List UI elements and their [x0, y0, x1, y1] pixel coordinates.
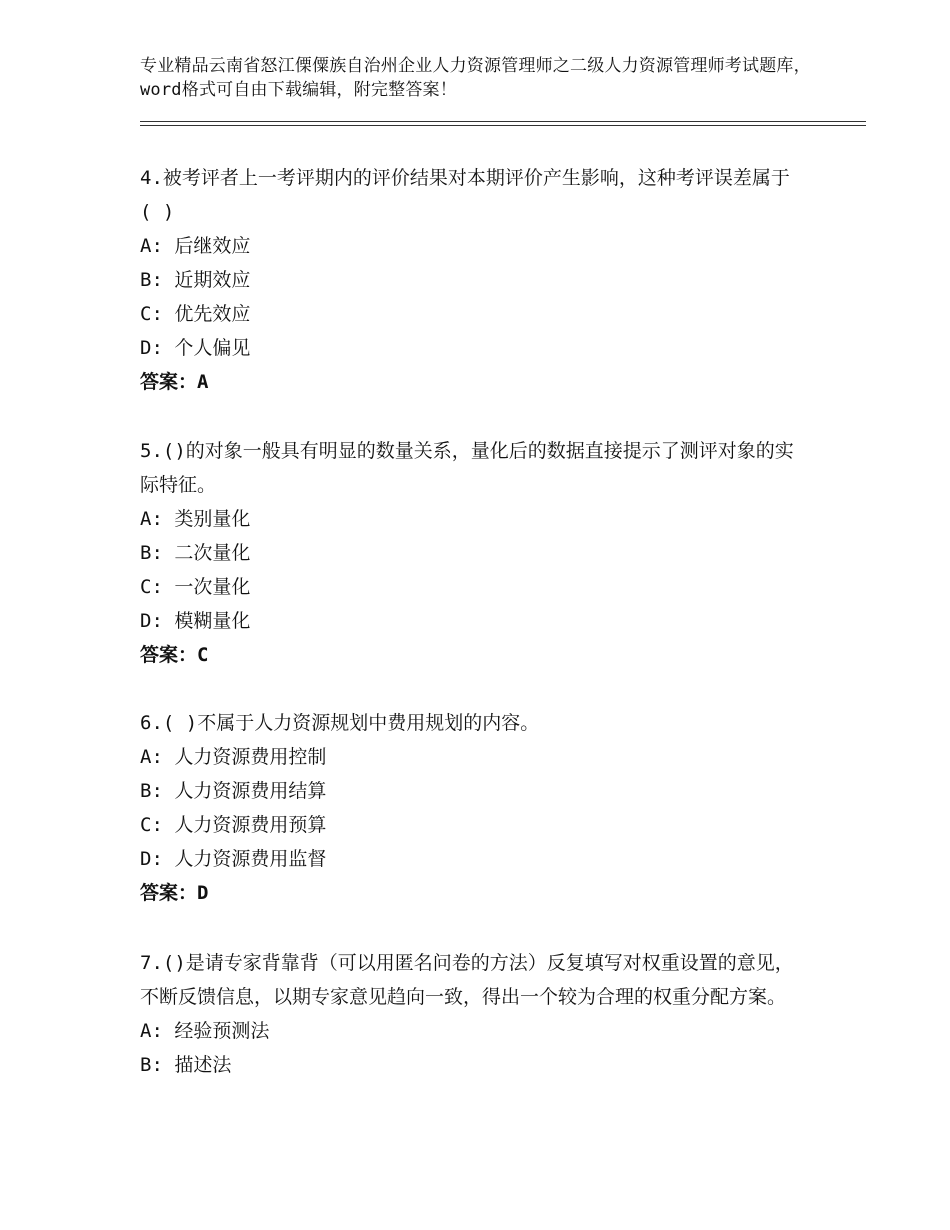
option-b: B: 近期效应 [140, 269, 251, 291]
question-stem: 7.()是请专家背靠背（可以用匿名问卷的方法）反复填写对权重设置的意见，不断反馈信息，以期专家意见趋向一致，得出一个较为合理的权重分配方案。 [140, 952, 794, 1008]
option-c: C: 人力资源费用预算 [140, 814, 327, 836]
question-7 [140, 946, 800, 1082]
answer-line: 答案：C [140, 644, 209, 666]
option-b: B: 描述法 [140, 1054, 232, 1076]
question-stem: 5.()的对象一般具有明显的数量关系，量化后的数据直接提示了测评对象的实际特征。 [140, 440, 794, 496]
question-stem: 4.被考评者上一考评期内的评价结果对本期评价产生影响，这种考评误差属于( ) [140, 167, 790, 223]
header-title: 专业精品云南省怒江傈僳族自治州企业人力资源管理师之二级人力资源管理师考试题库，word格式可自由下载编辑，附完整答案！ [140, 56, 811, 100]
option-d: D: 模糊量化 [140, 610, 251, 632]
option-b: B: 二次量化 [140, 542, 251, 564]
header-divider-top [140, 121, 866, 122]
option-b: B: 人力资源费用结算 [140, 780, 327, 802]
question-stem: 6.( )不属于人力资源规划中费用规划的内容。 [140, 712, 540, 734]
answer-line: 答案：A [140, 371, 209, 393]
option-a: A: 经验预测法 [140, 1020, 270, 1042]
question-6 [140, 706, 800, 910]
question-5 [140, 434, 800, 672]
question-4 [140, 161, 800, 399]
answer-line: 答案：D [140, 882, 209, 904]
option-a: A: 人力资源费用控制 [140, 746, 327, 768]
option-c: C: 一次量化 [140, 576, 251, 598]
option-d: D: 人力资源费用监督 [140, 848, 327, 870]
header-divider-bottom [140, 125, 866, 126]
option-c: C: 优先效应 [140, 303, 251, 325]
option-a: A: 类别量化 [140, 508, 251, 530]
document-header [140, 54, 830, 102]
option-a: A: 后继效应 [140, 235, 251, 257]
option-d: D: 个人偏见 [140, 337, 251, 359]
